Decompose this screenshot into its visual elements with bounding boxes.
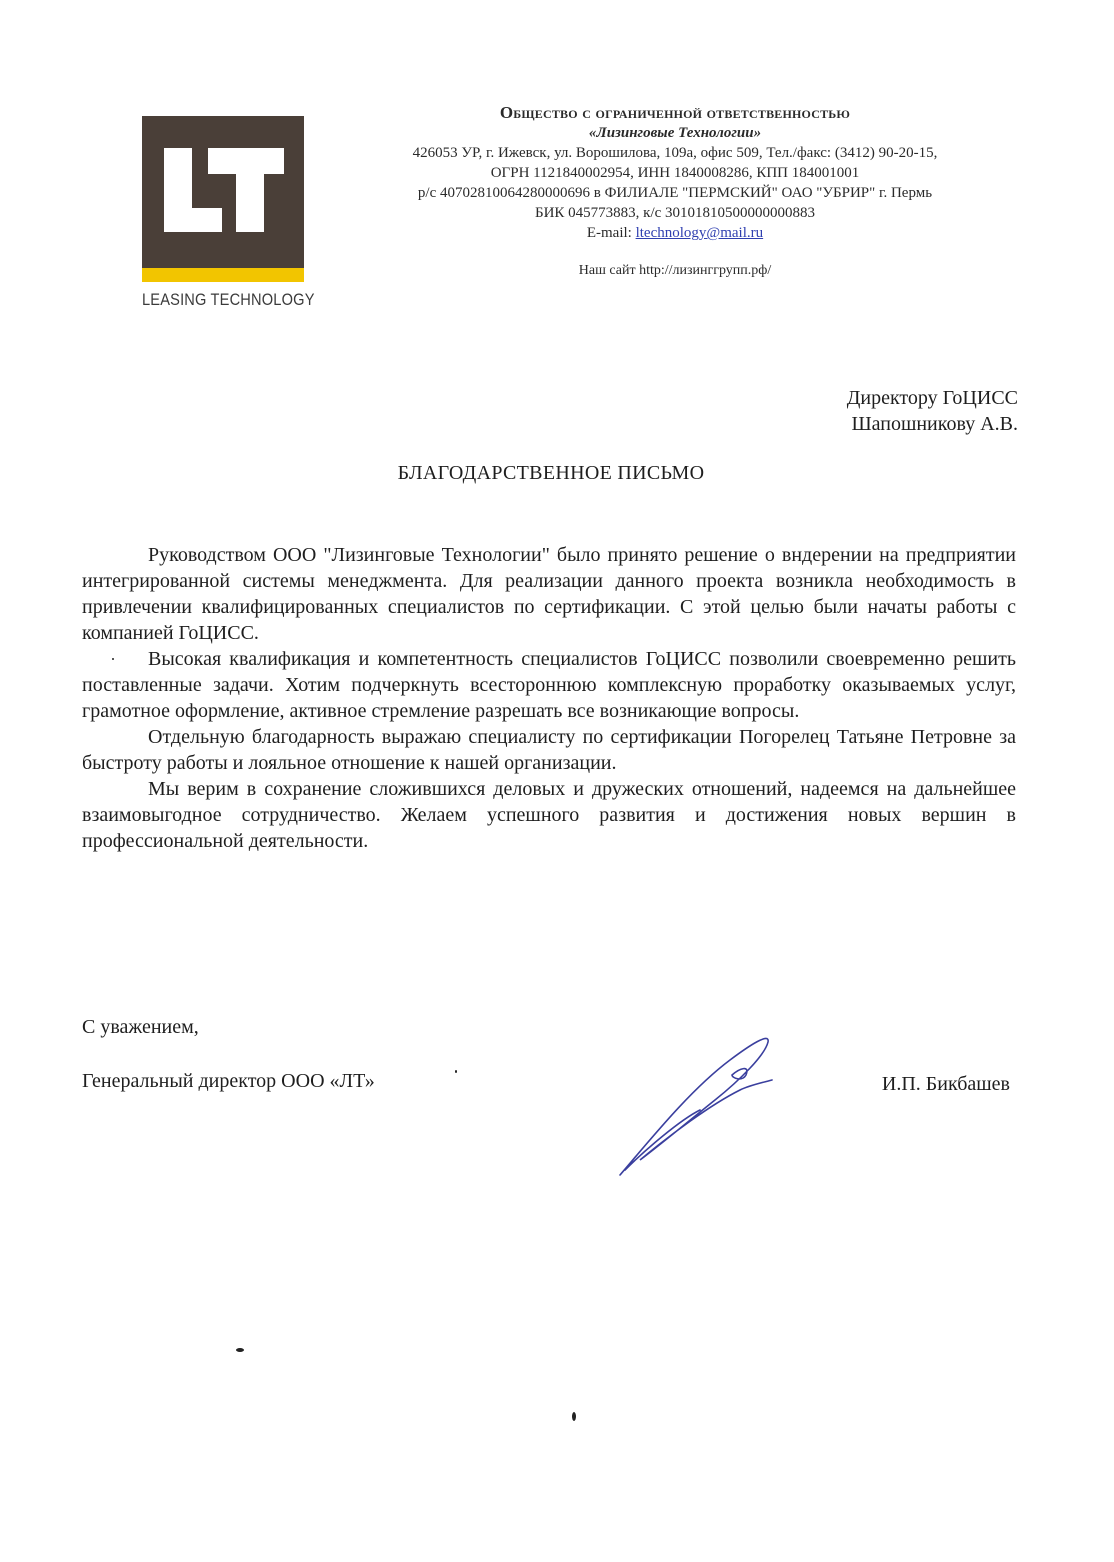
paragraph: Отдельную благодарность выражаю специалисту по сертификации Погорелец Татьяне Петровне за быстроту работы и лояльное отношение к нашей организации. bbox=[82, 726, 1016, 774]
letter-body bbox=[82, 542, 1016, 854]
org-name: «Лизинговые Технологии» bbox=[588, 125, 762, 141]
signatory-position: Генеральный директор ООО «ЛТ» bbox=[82, 1070, 375, 1092]
signature-icon bbox=[600, 1020, 800, 1190]
scan-speck bbox=[236, 1348, 244, 1352]
scan-speck bbox=[572, 1412, 576, 1421]
addressee-position: Директору ГоЦИСС bbox=[846, 387, 1018, 409]
email-link[interactable]: ltechnology@mail.ru bbox=[635, 225, 764, 241]
addressee bbox=[847, 385, 1018, 437]
website-line[interactable]: Наш сайт http://лизинггрупп.рф/ bbox=[578, 263, 772, 278]
logo-caption: LEASING TECHNOLOGY bbox=[142, 290, 315, 309]
scan-speck bbox=[112, 658, 114, 660]
closing: С уважением, bbox=[82, 1016, 199, 1038]
logo-accent-bar bbox=[142, 268, 304, 282]
scan-speck bbox=[455, 1070, 457, 1073]
paragraph: Мы верим в сохранение сложившихся деловых и дружеских отношений, надеемся на дальнейшее взаимовыгодное сотрудничество. Желаем успешного развития и достижения новых вершин в профессиональной деятельности. bbox=[82, 778, 1016, 852]
lt-letters-icon bbox=[142, 116, 304, 268]
addressee-name: Шапошникову А.В. bbox=[851, 413, 1018, 435]
logo-mark bbox=[142, 116, 304, 268]
paragraph: Высокая квалификация и компетентность специалистов ГоЦИСС позволили своевременно решить поставленные задачи. Хотим подчеркнуть всестороннюю комплексную проработку оказываемых услуг, грамотное оформление, активное стремление разрешать все возникающие вопросы. bbox=[82, 648, 1016, 722]
org-type: Общество с ограниченной ответственностью bbox=[499, 103, 851, 122]
address-line: 426053 УР, г. Ижевск, ул. Ворошилова, 109а, офис 509, Тел./факс: (3412) 90-20-15, bbox=[412, 145, 938, 161]
paragraph: Руководством ООО "Лизинговые Технологии" было принято решение о вндерении на предприятии интегрированной системы менеджмента. Для реализации данного проекта возникла необходимость в привлечении квалифицированных специалистов по сертификации. С этой целью были начаты работы с компанией ГоЦИСС. bbox=[82, 544, 1016, 644]
document-title: БЛАГОДАРСТВЕННОЕ ПИСЬМО bbox=[397, 462, 705, 484]
company-logo bbox=[142, 116, 315, 310]
email-label: E-mail: bbox=[586, 225, 636, 241]
registration-ids: ОГРН 1121840002954, ИНН 1840008286, КПП 184001001 bbox=[490, 165, 860, 181]
bank-account: р/с 40702810064280000696 в ФИЛИАЛЕ "ПЕРМСКИЙ" ОАО "УБРИР" г. Пермь bbox=[417, 185, 933, 201]
letterhead bbox=[350, 103, 1000, 281]
signatory-name: И.П. Бикбашев bbox=[881, 1073, 1010, 1095]
email-line bbox=[350, 223, 1000, 243]
bank-bik: БИК 045773883, к/с 30101810500000000883 bbox=[534, 205, 816, 221]
